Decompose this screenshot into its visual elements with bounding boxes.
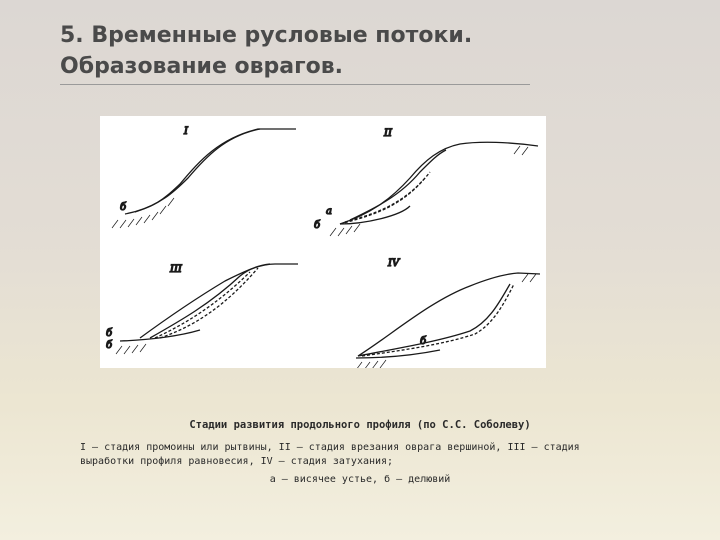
gully-profile-figure: [100, 116, 546, 368]
panel-3-stage-label: III: [170, 264, 182, 275]
gully-profile-drawing: [100, 116, 546, 368]
panel-stage-1: [112, 126, 296, 228]
panel-2-label-a: а: [326, 206, 332, 217]
panel-stage-4: [356, 258, 540, 368]
slide-title-line-2: Образование оврагов.: [60, 54, 344, 79]
figure-caption-legend: а – висячее устье, б – делювий: [269, 474, 451, 485]
panel-3-label-b-upper: б: [106, 328, 113, 339]
figure-caption-title: Стадии развития продольного профиля (по С.С. Соболеву): [189, 419, 531, 431]
panel-4-stage-label: IV: [388, 258, 400, 269]
panel-1-stage-label: I: [184, 126, 188, 137]
panel-3-label-b-lower: б: [106, 340, 113, 351]
slide-title: [60, 20, 660, 82]
figure-caption-body: I – стадия промоины или рытвины, II – стадия врезания оврага вершиной, III – стадия выработки профиля равновесия, IV – стадия затухания;: [80, 442, 580, 467]
panel-1-label-b: б: [120, 202, 127, 213]
panel-2-stage-label: II: [384, 128, 392, 139]
slide-title-line-1: 5. Временные русловые потоки.: [60, 23, 473, 48]
panel-2-label-b: б: [314, 220, 321, 231]
panel-stage-3: [106, 264, 298, 354]
panel-stage-2: [314, 128, 538, 236]
title-divider: [60, 84, 530, 85]
panel-4-label-b: б: [420, 336, 427, 347]
